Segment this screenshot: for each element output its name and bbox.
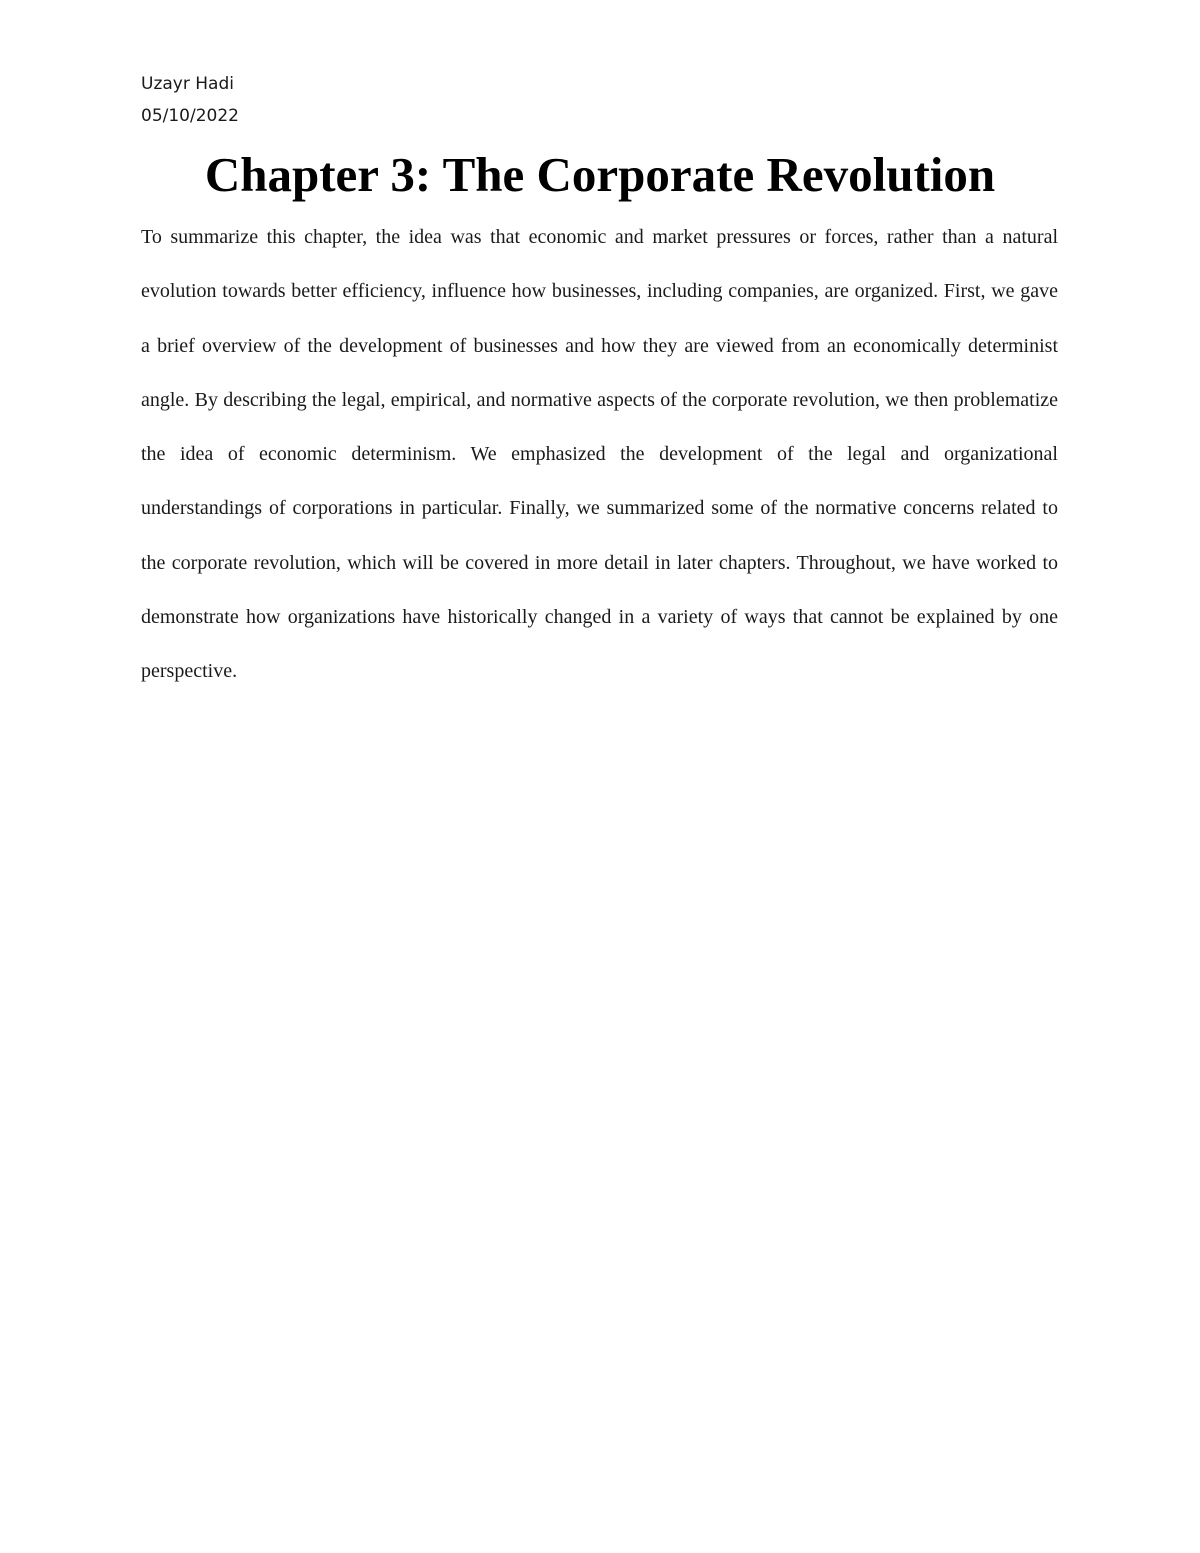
- header-block: [141, 68, 239, 132]
- document-date: 05/10/2022: [141, 106, 239, 126]
- page-title: Chapter 3: The Corporate Revolution: [204, 147, 996, 202]
- body-paragraph: To summarize this chapter, the idea was that economic and market pressures or forces, rather than a natural evolution towards better efficiency, influence how businesses, including companies, are organized. First, we gave a brief overview of the development of businesses and how they are viewed from an economically determinist angle. By describing the legal, empirical, and normative aspects of the corporate revolution, we then problematize the idea of economic determinism. We emphasized the development of the legal and organizational understandings of corporations in particular. Finally, we summarized some of the normative concerns related to the corporate revolution, which will be covered in more detail in later chapters. Throughout, we have worked to demonstrate how organizations have historically changed in a variety of ways that cannot be explained by one perspective.: [141, 226, 1058, 683]
- author-name: Uzayr Hadi: [141, 74, 234, 94]
